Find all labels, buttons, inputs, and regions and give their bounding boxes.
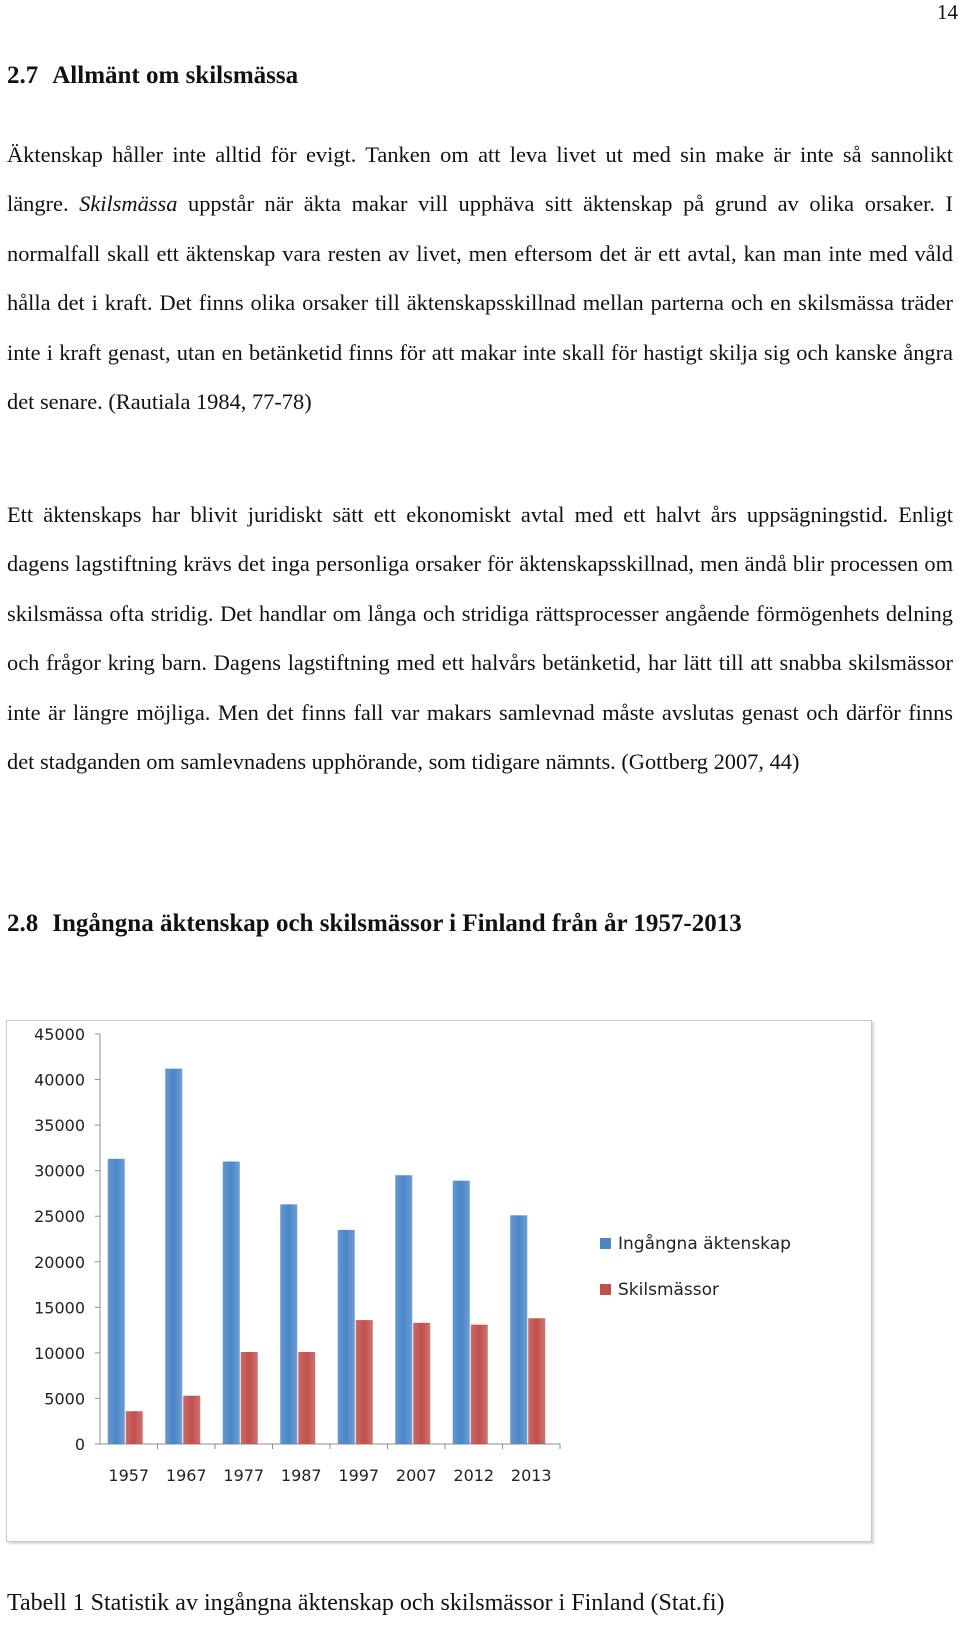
bar-skilsmassor bbox=[126, 1411, 143, 1444]
x-tick-label: 1967 bbox=[165, 1466, 207, 1485]
x-tick-label: 1977 bbox=[223, 1466, 265, 1485]
y-tick-label: 45000 bbox=[34, 1025, 85, 1044]
x-tick-label: 2007 bbox=[395, 1466, 437, 1485]
bar-chart bbox=[6, 1020, 872, 1542]
y-tick-label: 10000 bbox=[34, 1343, 85, 1363]
y-tick-label: 40000 bbox=[34, 1070, 85, 1090]
paragraph-text: Äktenskap håller inte alltid för evigt. Tanken om att leva livet ut med sin make är inte så sannolikt längre. bbox=[7, 142, 953, 217]
section-number: 2.8 bbox=[7, 910, 39, 937]
x-tick-label: 2013 bbox=[510, 1466, 552, 1485]
section-title: Allmänt om skilsmässa bbox=[52, 62, 299, 89]
section-heading-2-8 bbox=[7, 910, 742, 938]
bar-skilsmassor bbox=[528, 1318, 545, 1444]
paragraph-text: uppstår när äkta makar vill upphäva sitt äktenskap på grund av olika orsaker. I normalfall skall ett äktenskap vara resten av livet, men eftersom det är ett avtal, kan man inte med våld hålla det i kraft. Det finns olika orsaker till äktenskapsskillnad mellan parterna och en skilsmässa träder inte i kraft genast, utan en betänketid finns för att makar inte skall för hastigt skilja sig och kanske ångra det senare. (Rautiala 1984, 77-78) bbox=[7, 191, 953, 415]
x-tick-label: 1997 bbox=[338, 1466, 380, 1485]
y-tick-label: 20000 bbox=[34, 1252, 85, 1272]
y-tick-label: 0 bbox=[74, 1435, 85, 1454]
bar-ingangna-aktenskap bbox=[395, 1175, 412, 1444]
y-tick-label: 30000 bbox=[34, 1161, 85, 1181]
bar-skilsmassor bbox=[356, 1320, 373, 1444]
bar-skilsmassor bbox=[471, 1325, 488, 1444]
paragraph-juridiskt-avtal: Ett äktenskaps har blivit juridiskt sätt ett ekonomiskt avtal med ett halvt års uppsägningstid. Enligt dagens lagstiftning krävs det inga personliga orsaker för äktenskapsskillnad, men ändå blir processen om skilsmässa ofta stridig. Det handlar om långa och stridiga rättsprocesser angående förmögenhets delning och frågor kring barn. Dagens lagstiftning med ett halvårs betänketid, har lätt till att snabba skilsmässor inte är längre möjliga. Men det finns fall var makars samlevnad måste avslutas genast och därför finns det stadganden om samlevnadens upphörande, som tidigare nämnts. (Gottberg 2007, 44) bbox=[7, 502, 953, 775]
y-tick-label: 5000 bbox=[44, 1389, 85, 1409]
bar-skilsmassor bbox=[241, 1352, 258, 1444]
legend-swatch bbox=[600, 1284, 611, 1295]
bar-ingangna-aktenskap bbox=[223, 1162, 240, 1444]
bar-ingangna-aktenskap bbox=[453, 1181, 470, 1444]
section-heading-2-7 bbox=[7, 62, 298, 90]
section-number: 2.7 bbox=[7, 62, 39, 89]
y-tick-label: 35000 bbox=[34, 1116, 85, 1136]
legend-label: Ingångna äktenskap bbox=[618, 1234, 791, 1254]
paragraph-skilsmassa bbox=[7, 130, 953, 426]
legend-label: Skilsmässor bbox=[618, 1280, 720, 1300]
section-title: Ingångna äktenskap och skilsmässor i Finland från år 1957-2013 bbox=[52, 910, 742, 937]
legend-swatch bbox=[600, 1238, 611, 1249]
bar-ingangna-aktenskap bbox=[165, 1069, 182, 1444]
bar-ingangna-aktenskap bbox=[108, 1159, 125, 1444]
page-number: 14 bbox=[937, 0, 958, 24]
table-caption: Tabell 1 Statistik av ingångna äktenskap och skilsmässor i Finland (Stat.fi) bbox=[7, 1590, 725, 1616]
bar-skilsmassor bbox=[413, 1323, 430, 1444]
x-tick-label: 1957 bbox=[108, 1466, 150, 1485]
bar-ingangna-aktenskap bbox=[280, 1204, 297, 1444]
bar-skilsmassor bbox=[298, 1352, 315, 1444]
bar-ingangna-aktenskap bbox=[338, 1230, 355, 1444]
y-tick-label: 25000 bbox=[34, 1207, 85, 1227]
bar-chart-svg bbox=[7, 1021, 871, 1541]
x-tick-label: 2012 bbox=[453, 1466, 495, 1485]
bar-ingangna-aktenskap bbox=[510, 1215, 527, 1444]
x-tick-label: 1987 bbox=[280, 1466, 322, 1485]
bar-skilsmassor bbox=[183, 1396, 200, 1444]
y-tick-label: 15000 bbox=[34, 1298, 85, 1318]
paragraph-emphasis: Skilsmässa bbox=[79, 191, 178, 217]
